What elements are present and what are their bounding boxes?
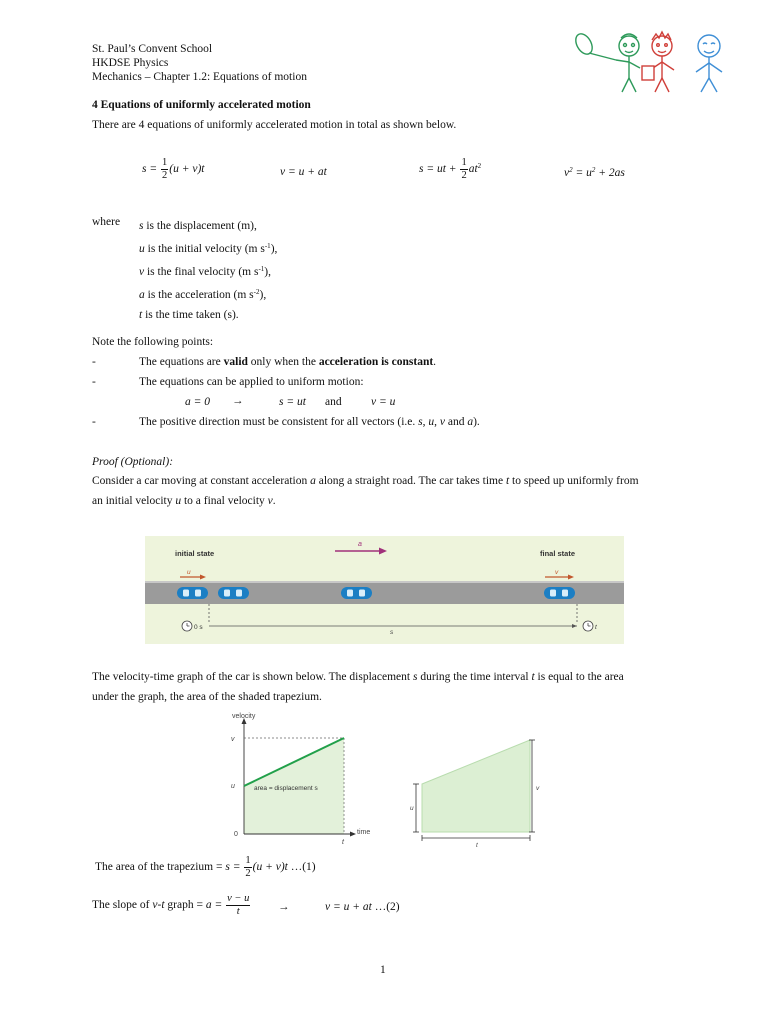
where-label: where: [92, 216, 121, 228]
t: The slope of: [92, 899, 153, 912]
eq-tag-2: …(2): [374, 901, 400, 913]
t: The area of the trapezium =: [95, 861, 226, 874]
trapezium-diagram: [402, 732, 552, 852]
definition: is the initial velocity (m s: [144, 243, 265, 255]
t: an initial velocity: [92, 495, 176, 507]
note-3-dash: -: [92, 416, 96, 428]
proof-line-1: [92, 475, 639, 487]
page-number: 1: [380, 964, 386, 976]
sym-s: s: [412, 671, 418, 683]
sym-t: t: [505, 475, 510, 487]
where-item-a: [139, 282, 277, 305]
t-dim-label: t: [476, 842, 478, 849]
t: The velocity-time graph of the car is shown below. The displacement: [92, 671, 413, 683]
t: Consider a car moving at constant acceleration: [92, 475, 311, 487]
note-2: The equations can be applied to uniform motion:: [139, 376, 364, 388]
eq3-num: 1: [461, 157, 467, 168]
slope-eq-lhs: a =: [205, 899, 223, 912]
slope-equation: [92, 894, 251, 917]
num: 1: [245, 855, 251, 866]
end: ).: [473, 416, 480, 428]
eq1-rhs: (u + v)t: [169, 163, 205, 176]
symbol: u: [139, 243, 145, 255]
definition-end: ),: [259, 289, 267, 301]
den: t: [236, 905, 240, 917]
eq4-u: = u: [575, 167, 592, 179]
subject-name: HKDSE Physics: [92, 57, 169, 69]
note-1: [139, 356, 436, 368]
eq1-fraction: [161, 158, 168, 181]
symbol: t: [139, 309, 143, 321]
sym-v: v: [267, 495, 273, 507]
note-2-and: and: [325, 396, 342, 408]
t: along a straight road. The car takes time: [315, 475, 506, 487]
note-2-eq-a0: a = 0: [185, 396, 211, 408]
note-2-dash: -: [92, 376, 96, 388]
clock-icon: [182, 621, 192, 631]
sym-v: v: [152, 899, 158, 912]
clock-icon: [583, 621, 593, 631]
proof-line-2: [92, 495, 276, 507]
where-item-t: [139, 305, 277, 325]
where-item-v: [139, 259, 277, 282]
definition: is the acceleration (m s: [144, 289, 254, 301]
eq3-lhs: s = ut +: [419, 163, 457, 176]
area-eq-lhs: s =: [225, 861, 241, 874]
u-dim-label: u: [410, 805, 414, 812]
car-icon: [341, 587, 372, 599]
dash: -: [157, 899, 162, 912]
equation-4: [564, 166, 625, 179]
u-label: u: [187, 569, 191, 576]
where-item-u: [139, 236, 277, 259]
y-axis-title: velocity: [232, 713, 256, 720]
eq4-v-exp: 2: [569, 166, 573, 174]
area-equation: [95, 856, 316, 879]
eq3-fraction: [460, 158, 467, 181]
eq3-den: 2: [461, 169, 467, 181]
where-list: [139, 216, 277, 325]
velocity-time-graph: [220, 708, 380, 844]
num: v − u: [227, 893, 250, 904]
sym-t: t: [161, 899, 165, 912]
t-tick-label: t: [342, 839, 344, 844]
v-dim-label: v: [536, 785, 540, 792]
equation-1: [142, 158, 204, 181]
den: 2: [245, 867, 251, 879]
v-tick-label: v: [231, 736, 235, 743]
accel-label: a: [358, 541, 362, 548]
definition-end: ),: [270, 243, 278, 255]
sym-a: a: [467, 416, 474, 428]
x-axis-arrow: [350, 832, 356, 837]
sep: ,: [434, 416, 440, 428]
unit-exp: -1: [258, 265, 265, 273]
sym-u: u: [175, 495, 182, 507]
symbol: a: [139, 289, 145, 301]
eq1-den: 2: [162, 169, 168, 181]
t: to a final velocity: [181, 495, 268, 507]
t: .: [272, 495, 276, 507]
school-name: St. Paul’s Convent School: [92, 43, 213, 55]
unit-exp: -1: [264, 242, 271, 250]
note-3: [139, 416, 480, 428]
definition: is the time taken (s).: [142, 309, 239, 321]
arrow-icon: →: [278, 901, 290, 913]
eq3-exp: 2: [477, 162, 482, 171]
sep: ,: [422, 416, 429, 428]
u-tick-label: u: [231, 783, 235, 790]
x-axis-title: time: [357, 829, 371, 836]
trapezium-shape: [422, 740, 530, 832]
vt-text-line-2: under the graph, the area of the shaded trapezium.: [92, 691, 322, 703]
definition-end: ),: [264, 266, 272, 278]
car-icon: [218, 587, 249, 599]
eq-tag-1: …(1): [290, 861, 316, 874]
symbol: s: [139, 220, 144, 232]
area-fraction: [244, 856, 251, 879]
initial-state-label: initial state: [175, 549, 215, 558]
cartoon-figures-logo: [570, 26, 735, 96]
note-2-eq-s: s = ut: [279, 396, 306, 408]
slope-result: [325, 901, 400, 913]
where-item-s: [139, 216, 277, 236]
origin-label: 0: [234, 831, 238, 838]
car-road-figure: [145, 536, 624, 644]
sym-u: u: [428, 416, 435, 428]
eq4-v: v: [564, 167, 570, 179]
t: is equal to the area: [534, 671, 624, 683]
t: graph =: [164, 899, 206, 912]
sym-v: v: [439, 416, 445, 428]
eq4-tail: + 2as: [598, 167, 625, 179]
time-t-label: t: [595, 624, 597, 631]
equation-3: [419, 158, 481, 181]
slope-fraction: [226, 894, 250, 917]
proof-title: Proof (Optional):: [92, 456, 174, 468]
note-1-text-2: only when the: [247, 356, 319, 368]
car-icon: [544, 587, 575, 599]
equation-2: v = u + at: [280, 166, 327, 178]
sym-a: a: [310, 475, 316, 487]
note-1-dash: -: [92, 356, 96, 368]
car-icon: [177, 587, 208, 599]
s-label: s: [390, 629, 394, 636]
time-zero-label: 0 s: [194, 624, 203, 631]
arrow-icon: →: [232, 395, 244, 407]
sym-s: s: [418, 416, 423, 428]
symbol: v: [139, 266, 145, 278]
unit-exp: -2: [253, 288, 260, 296]
header: [92, 42, 307, 84]
note-1-bold-constant: acceleration is constant: [318, 356, 434, 368]
eq4-u-exp: 2: [591, 166, 596, 174]
note-2-eq-v: v = u: [371, 396, 396, 408]
t: to speed up uniformly from: [509, 475, 639, 487]
eq1-lhs: s =: [142, 163, 158, 176]
notes-heading: Note the following points:: [92, 336, 214, 348]
result-eq: v = u + at: [325, 901, 372, 913]
definition: is the displacement (m),: [143, 220, 257, 232]
eq1-num: 1: [162, 157, 168, 168]
note-1-bold-valid: valid: [223, 356, 248, 368]
note-1-text: The equations are: [139, 356, 224, 368]
final-state-label: final state: [540, 549, 576, 558]
and: and: [444, 416, 468, 428]
sym-t: t: [531, 671, 535, 683]
chapter-title: Mechanics – Chapter 1.2: Equations of motion: [92, 71, 307, 83]
v-label: v: [555, 569, 559, 576]
area-label: area = displacement s: [254, 785, 318, 792]
vt-text-line-1: [92, 671, 624, 683]
eq3-rhs: at: [468, 163, 478, 176]
note-3-text: The positive direction must be consistent for all vectors (i.e.: [139, 416, 419, 428]
section-intro: There are 4 equations of uniformly accelerated motion in total as shown below.: [92, 119, 457, 131]
note-1-end: .: [433, 356, 437, 368]
area-eq-rhs: (u + v)t: [252, 861, 288, 874]
t: during the time interval: [417, 671, 532, 683]
definition: is the final velocity (m s: [144, 266, 259, 278]
section-title: 4 Equations of uniformly accelerated motion: [92, 99, 311, 111]
